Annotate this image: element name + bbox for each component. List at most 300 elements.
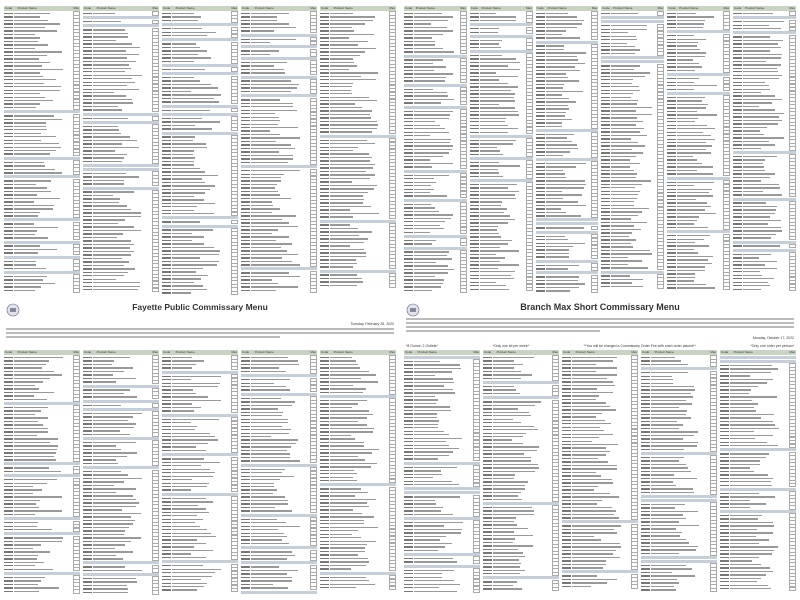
item-name — [93, 71, 125, 72]
item-name — [677, 189, 712, 190]
item-name — [251, 443, 296, 444]
item-name — [743, 123, 778, 124]
item-code — [241, 187, 250, 188]
item-code — [241, 257, 250, 258]
item-code — [601, 114, 610, 115]
item-name — [677, 27, 702, 28]
category-bar — [733, 198, 796, 201]
item-code — [601, 246, 610, 247]
item-name — [677, 149, 706, 150]
item-code — [536, 287, 545, 288]
category-bar — [241, 94, 317, 97]
quantity-box — [657, 11, 664, 15]
item-name — [330, 58, 353, 59]
item-name — [330, 164, 375, 165]
item-code — [404, 204, 413, 205]
item-code — [83, 456, 92, 457]
item-name — [251, 526, 300, 527]
item-code — [733, 75, 742, 76]
header-max: Max — [152, 350, 158, 354]
item-name — [493, 401, 541, 402]
header-product: Product Name — [333, 6, 353, 10]
item-code — [404, 185, 413, 186]
item-code — [733, 92, 742, 93]
item-code — [470, 65, 479, 66]
item-code — [320, 385, 329, 386]
item-code — [4, 580, 13, 581]
item-code — [320, 164, 329, 165]
item-code — [4, 143, 13, 144]
item-name — [172, 140, 193, 141]
item-name — [93, 150, 115, 151]
item-code — [470, 243, 479, 244]
menu-item-row — [162, 366, 238, 369]
item-code — [83, 378, 92, 379]
item-name — [172, 182, 205, 183]
item-code — [733, 245, 742, 246]
category-bar — [83, 437, 159, 440]
header-product: Product Name — [333, 350, 353, 354]
item-name — [251, 27, 296, 28]
category-bar — [404, 247, 467, 250]
quantity-box — [473, 548, 480, 552]
item-name — [330, 213, 379, 214]
item-code — [320, 281, 329, 282]
item-name — [480, 86, 518, 87]
item-code — [241, 429, 250, 430]
category-bar — [667, 30, 730, 33]
item-name — [611, 36, 635, 37]
item-name — [546, 37, 580, 38]
item-name — [677, 49, 700, 50]
item-code — [404, 13, 413, 14]
item-code — [320, 65, 329, 66]
item-code — [4, 414, 13, 415]
item-code — [667, 266, 676, 267]
item-name — [251, 42, 270, 43]
category-bar — [83, 385, 159, 388]
item-code — [320, 403, 329, 404]
category-bar — [536, 271, 599, 274]
item-name — [172, 171, 205, 172]
item-name — [414, 290, 432, 291]
item-name — [677, 59, 693, 60]
quantity-box — [473, 560, 480, 564]
item-name — [677, 20, 705, 21]
menu-item-row — [404, 242, 467, 245]
item-code — [404, 156, 413, 157]
item-code — [4, 245, 13, 246]
item-name — [611, 32, 627, 33]
menu-column — [320, 350, 396, 596]
item-name — [251, 584, 273, 585]
item-code — [320, 51, 329, 52]
item-name — [546, 23, 582, 24]
item-code — [733, 127, 742, 128]
item-name — [414, 283, 443, 284]
item-code — [320, 551, 329, 552]
menu-item-row — [241, 90, 317, 93]
item-code — [404, 434, 413, 435]
item-name — [611, 117, 636, 118]
category-bar — [4, 474, 80, 477]
item-code — [483, 524, 492, 525]
menu-page-fayette — [0, 300, 400, 600]
item-code — [601, 163, 610, 164]
item-code — [667, 199, 676, 200]
item-code — [536, 163, 545, 164]
header-max: Max — [591, 6, 598, 10]
header-max: Max — [310, 350, 316, 354]
menu-item-row — [162, 60, 238, 63]
category-bar — [241, 76, 317, 79]
item-code — [83, 258, 92, 259]
item-code — [404, 159, 413, 160]
item-code — [4, 234, 13, 235]
header-code: Code — [602, 6, 610, 10]
item-name — [93, 420, 128, 421]
menu-item-row — [241, 557, 317, 560]
item-name — [14, 136, 56, 137]
quantity-box — [389, 479, 396, 483]
item-name — [14, 414, 35, 415]
item-name — [330, 62, 354, 63]
item-name — [480, 76, 519, 77]
item-code — [320, 360, 329, 361]
item-code — [83, 492, 92, 493]
item-name — [93, 109, 122, 110]
item-code — [320, 235, 329, 236]
item-code — [404, 218, 413, 219]
item-name — [14, 522, 38, 523]
item-name — [172, 565, 203, 566]
item-name — [743, 106, 759, 107]
item-name — [251, 503, 288, 504]
item-name — [330, 188, 374, 189]
item-name — [414, 406, 450, 407]
item-code — [4, 544, 13, 545]
category-bar — [83, 16, 159, 19]
item-code — [483, 415, 492, 416]
item-name — [251, 383, 274, 384]
item-name — [677, 63, 699, 64]
item-name — [480, 104, 499, 105]
item-name — [414, 232, 430, 233]
menu-item-row — [83, 396, 159, 399]
item-code — [162, 565, 171, 566]
item-code — [733, 102, 742, 103]
item-name — [546, 80, 579, 81]
item-code — [733, 237, 742, 238]
item-name — [480, 47, 501, 48]
item-code — [667, 132, 676, 133]
item-name — [330, 428, 374, 429]
item-name — [172, 529, 207, 530]
item-code — [483, 488, 492, 489]
item-code — [241, 222, 250, 223]
item-name — [93, 381, 116, 382]
item-code — [320, 558, 329, 559]
column-header — [536, 6, 599, 11]
item-name — [330, 281, 363, 282]
item-name — [172, 572, 215, 573]
item-name — [172, 407, 201, 408]
menu-item-row — [536, 36, 599, 39]
item-name — [546, 227, 585, 228]
item-name — [14, 360, 49, 361]
item-name — [330, 140, 367, 141]
item-name — [330, 107, 362, 108]
item-code — [162, 196, 171, 197]
item-name — [172, 199, 204, 200]
item-code — [162, 229, 171, 230]
item-name — [14, 184, 36, 185]
item-code — [483, 393, 492, 394]
item-name — [330, 252, 366, 253]
item-code — [536, 166, 545, 167]
menu-item-row — [241, 161, 317, 164]
item-name — [93, 230, 141, 231]
item-code — [404, 481, 413, 482]
item-name — [172, 472, 215, 473]
item-code — [162, 87, 171, 88]
category-bar — [241, 561, 317, 564]
item-name — [414, 225, 440, 226]
menu-item-row — [404, 79, 467, 82]
item-name — [251, 106, 293, 107]
item-name — [251, 412, 283, 413]
quantity-box — [152, 461, 159, 465]
column-header — [241, 350, 317, 355]
item-name — [330, 185, 377, 186]
item-code — [241, 483, 250, 484]
item-name — [546, 59, 578, 60]
item-name — [677, 114, 717, 115]
item-name — [330, 530, 358, 531]
item-code — [320, 513, 329, 514]
item-code — [4, 459, 13, 460]
item-name — [93, 548, 115, 549]
item-name — [172, 164, 194, 165]
item-name — [611, 166, 630, 167]
item-code — [320, 541, 329, 542]
item-code — [404, 243, 413, 244]
item-name — [493, 478, 514, 479]
item-code — [4, 261, 13, 262]
item-code — [4, 529, 13, 530]
quantity-box — [231, 409, 238, 413]
item-name — [172, 403, 192, 404]
item-name — [14, 569, 53, 570]
item-name — [251, 422, 288, 423]
category-bar — [241, 374, 317, 377]
quantity-box — [152, 380, 159, 384]
item-name — [743, 102, 772, 103]
item-code — [470, 201, 479, 202]
item-code — [601, 264, 610, 265]
item-name — [172, 429, 195, 430]
item-name — [743, 237, 770, 238]
item-code — [83, 251, 92, 252]
item-name — [546, 253, 569, 254]
item-name — [493, 507, 532, 508]
item-code — [241, 250, 250, 251]
item-code — [470, 62, 479, 63]
item-code — [162, 479, 171, 480]
category-bar — [83, 164, 159, 167]
menu-item-row — [4, 590, 80, 593]
item-name — [677, 135, 711, 136]
item-code — [404, 240, 413, 241]
item-code — [241, 405, 250, 406]
item-name — [172, 54, 198, 55]
item-code — [4, 445, 13, 446]
menu-item-row — [404, 458, 480, 461]
menu-item-row — [536, 267, 599, 270]
item-name — [14, 119, 62, 120]
item-name — [93, 195, 113, 196]
item-code — [83, 502, 92, 503]
item-name — [14, 558, 37, 559]
item-name — [93, 29, 125, 30]
item-name — [414, 539, 440, 540]
item-name — [546, 115, 566, 116]
item-name — [172, 128, 212, 129]
item-code — [162, 501, 171, 502]
quantity-box — [526, 45, 533, 49]
item-code — [241, 364, 250, 365]
item-code — [241, 240, 250, 241]
item-code — [320, 568, 329, 569]
item-name — [330, 256, 366, 257]
menu-item-row — [404, 549, 480, 552]
quantity-box — [152, 590, 159, 594]
quantity-box — [310, 52, 317, 56]
item-code — [4, 428, 13, 429]
item-code — [667, 192, 676, 193]
menu-item-row — [4, 106, 80, 109]
item-name — [330, 76, 361, 77]
item-name — [14, 489, 42, 490]
item-code — [83, 445, 92, 446]
item-name — [414, 458, 438, 459]
item-code — [601, 145, 610, 146]
category-bar — [667, 230, 730, 233]
item-code — [733, 264, 742, 265]
item-name — [414, 522, 463, 523]
item-code — [601, 13, 610, 14]
item-code — [4, 438, 13, 439]
item-code — [162, 576, 171, 577]
item-name — [14, 165, 45, 166]
header-max: Max — [310, 6, 316, 10]
item-name — [611, 128, 644, 129]
item-code — [241, 62, 250, 63]
item-code — [241, 127, 250, 128]
item-name — [251, 360, 298, 361]
item-name — [14, 62, 50, 63]
item-code — [162, 171, 171, 172]
item-code — [536, 256, 545, 257]
item-name — [251, 84, 299, 85]
item-name — [743, 71, 778, 72]
item-name — [93, 471, 121, 472]
item-name — [172, 515, 197, 516]
item-code — [536, 227, 545, 228]
item-code — [320, 547, 329, 548]
item-name — [546, 201, 578, 202]
item-code — [241, 201, 250, 202]
item-name — [251, 279, 272, 280]
item-name — [743, 137, 784, 138]
item-name — [93, 57, 127, 58]
item-name — [251, 240, 276, 241]
item-code — [4, 555, 13, 556]
item-name — [414, 258, 452, 259]
category-bar — [470, 35, 533, 38]
item-code — [4, 279, 13, 280]
quantity-box — [723, 68, 730, 72]
item-code — [404, 163, 413, 164]
item-code — [470, 83, 479, 84]
category-bar — [320, 270, 396, 273]
item-code — [320, 509, 329, 510]
quantity-box — [389, 567, 396, 571]
item-name — [330, 565, 366, 566]
item-name — [743, 213, 775, 214]
item-name — [251, 174, 284, 175]
item-code — [536, 30, 545, 31]
item-name — [480, 198, 517, 199]
item-name — [93, 459, 116, 460]
item-name — [330, 30, 354, 31]
item-code — [83, 474, 92, 475]
item-name — [480, 172, 499, 173]
item-name — [14, 122, 46, 123]
item-name — [330, 480, 357, 481]
item-name — [414, 543, 452, 544]
item-code — [536, 101, 545, 102]
item-code — [483, 510, 492, 511]
item-code — [733, 43, 742, 44]
item-name — [414, 451, 453, 452]
category-bar — [320, 572, 396, 575]
item-name — [414, 510, 441, 511]
item-name — [14, 442, 50, 443]
item-name — [743, 85, 769, 86]
item-code — [83, 389, 92, 390]
item-name — [414, 70, 434, 71]
quantity-box — [231, 488, 238, 492]
item-name — [14, 591, 39, 592]
item-name — [743, 36, 770, 37]
item-code — [536, 191, 545, 192]
item-code — [83, 279, 92, 280]
item-name — [480, 125, 508, 126]
item-code — [483, 386, 492, 387]
item-name — [14, 544, 41, 545]
item-code — [601, 32, 610, 33]
item-code — [667, 100, 676, 101]
column-header — [83, 6, 159, 11]
item-code — [536, 253, 545, 254]
item-code — [404, 73, 413, 74]
item-code — [162, 240, 171, 241]
menu-column — [162, 6, 238, 296]
item-name — [172, 185, 215, 186]
quantity-box — [310, 369, 317, 373]
menu-page-1 — [0, 0, 400, 300]
